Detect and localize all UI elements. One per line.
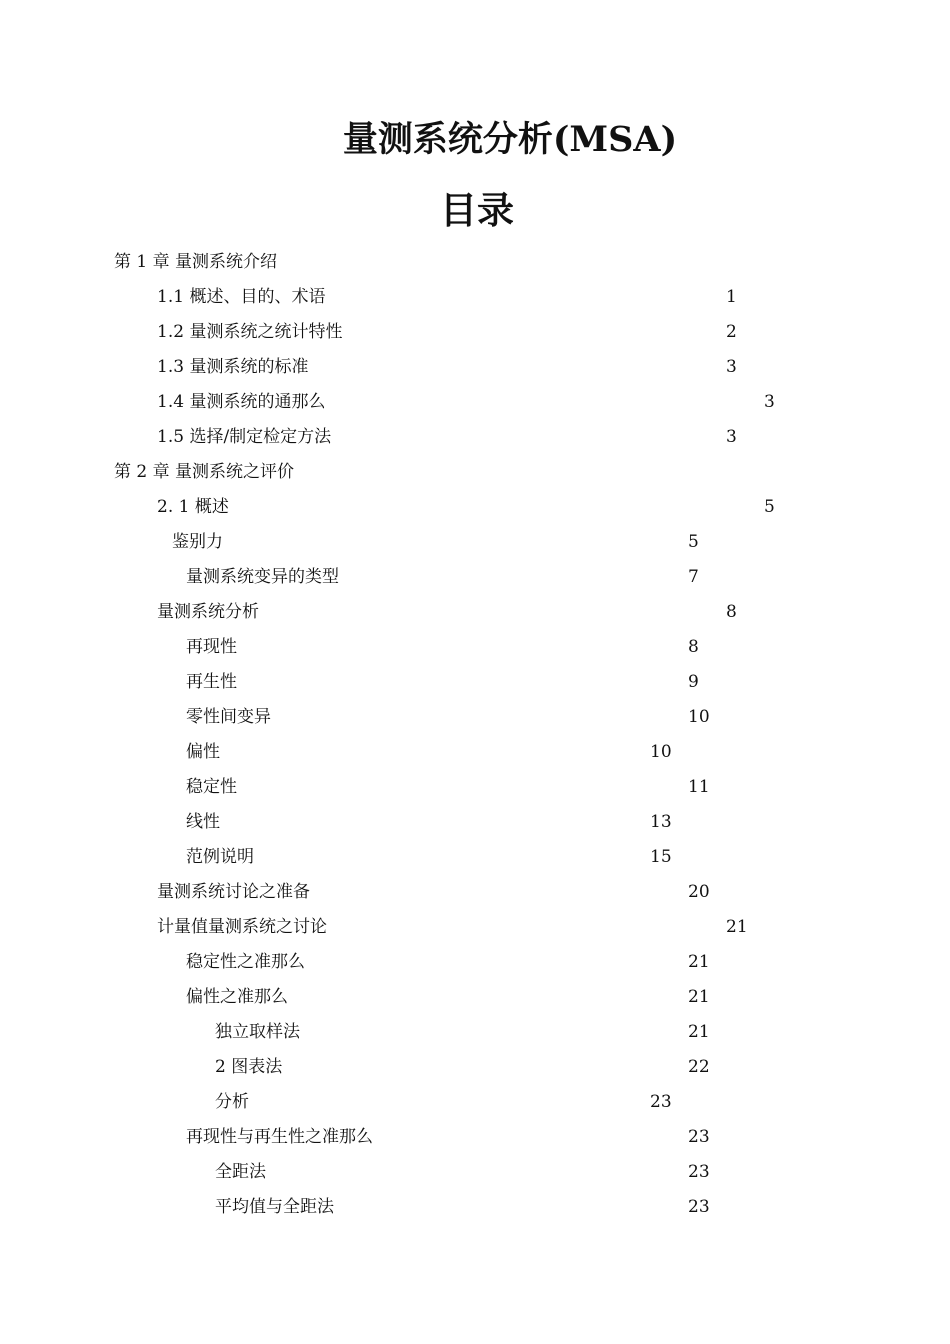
toc-entry-label: 偏性之准那么 bbox=[186, 987, 288, 1007]
toc-entry bbox=[0, 560, 950, 595]
toc-entry-page-number: 15 bbox=[650, 847, 672, 867]
toc-entry-label: 线性 bbox=[186, 812, 220, 832]
toc-entry-label: 2 图表法 bbox=[215, 1057, 283, 1077]
toc-entry bbox=[0, 1015, 950, 1050]
toc-entry-page-number: 21 bbox=[688, 987, 710, 1007]
toc-entry-label: 1.3 量测系统的标准 bbox=[157, 357, 309, 377]
toc-entry-label: 零性间变异 bbox=[186, 707, 271, 727]
toc-entry bbox=[0, 630, 950, 665]
toc-entry-page-number: 13 bbox=[650, 812, 672, 832]
toc-entry-page-number: 7 bbox=[688, 567, 699, 587]
toc-entry bbox=[0, 455, 950, 490]
toc-entry-page-number: 21 bbox=[688, 952, 710, 972]
toc-entry bbox=[0, 420, 950, 455]
toc-entry-label: 分析 bbox=[215, 1092, 249, 1112]
toc-entry bbox=[0, 350, 950, 385]
toc-entry-label: 再现性与再生性之准那么 bbox=[186, 1127, 373, 1147]
toc-entry bbox=[0, 490, 950, 525]
toc-entry bbox=[0, 945, 950, 980]
toc-entry-label: 稳定性 bbox=[186, 777, 237, 797]
toc-entry-label: 1.1 概述、目的、术语 bbox=[157, 287, 326, 307]
toc-entry-label: 量测系统讨论之准备 bbox=[157, 882, 310, 902]
toc-entry-label: 鉴别力 bbox=[172, 532, 223, 552]
toc-entry-label: 平均值与全距法 bbox=[215, 1197, 334, 1217]
toc-entry-label: 全距法 bbox=[215, 1162, 266, 1182]
toc-entry bbox=[0, 1085, 950, 1120]
toc-entry-label: 1.4 量测系统的通那么 bbox=[157, 392, 326, 412]
toc-entry-label: 再生性 bbox=[186, 672, 237, 692]
toc-entry-page-number: 8 bbox=[688, 637, 699, 657]
toc-entry-label: 1.2 量测系统之统计特性 bbox=[157, 322, 343, 342]
toc-entry-label: 2. 1 概述 bbox=[157, 497, 229, 517]
toc-entry bbox=[0, 700, 950, 735]
toc-entry bbox=[0, 315, 950, 350]
toc-entry bbox=[0, 735, 950, 770]
toc-entry-page-number: 23 bbox=[688, 1162, 710, 1182]
toc-entry bbox=[0, 1120, 950, 1155]
toc-entry-page-number: 11 bbox=[688, 777, 710, 797]
toc-entry bbox=[0, 245, 950, 280]
toc-entry bbox=[0, 595, 950, 630]
toc-entry bbox=[0, 385, 950, 420]
toc-entry-label: 偏性 bbox=[186, 742, 220, 762]
toc-entry bbox=[0, 1155, 950, 1190]
toc-entry bbox=[0, 525, 950, 560]
toc-entry-label: 计量值量测系统之讨论 bbox=[157, 917, 327, 937]
toc-entry-page-number: 5 bbox=[688, 532, 699, 552]
toc-entry bbox=[0, 280, 950, 315]
toc-entry-page-number: 2 bbox=[726, 322, 737, 342]
toc-entry-page-number: 3 bbox=[726, 427, 737, 447]
toc-entry bbox=[0, 840, 950, 875]
toc-entry-page-number: 5 bbox=[764, 497, 775, 517]
toc-entry-label: 再现性 bbox=[186, 637, 237, 657]
toc-entry bbox=[0, 980, 950, 1015]
toc-entry-page-number: 23 bbox=[650, 1092, 672, 1112]
toc-entry-page-number: 9 bbox=[688, 672, 699, 692]
toc-entry-page-number: 8 bbox=[726, 602, 737, 622]
toc-entry-page-number: 1 bbox=[726, 287, 737, 307]
toc-entry-page-number: 20 bbox=[688, 882, 710, 902]
toc-entry-page-number: 23 bbox=[688, 1197, 710, 1217]
toc-entry-page-number: 23 bbox=[688, 1127, 710, 1147]
toc-heading: 目录 bbox=[440, 188, 514, 232]
toc-entry-label: 范例说明 bbox=[186, 847, 254, 867]
toc-entry-page-number: 22 bbox=[688, 1057, 710, 1077]
toc-entry bbox=[0, 770, 950, 805]
document-title: 量测系统分析(MSA) bbox=[342, 119, 678, 160]
toc-entry bbox=[0, 910, 950, 945]
toc-entry bbox=[0, 665, 950, 700]
toc-entry bbox=[0, 875, 950, 910]
toc-entry-page-number: 10 bbox=[688, 707, 710, 727]
toc-entry bbox=[0, 805, 950, 840]
toc-entry-label: 独立取样法 bbox=[215, 1022, 300, 1042]
toc-entry-label: 量测系统分析 bbox=[157, 602, 259, 622]
toc-entry-page-number: 3 bbox=[764, 392, 775, 412]
toc-entry-page-number: 21 bbox=[688, 1022, 710, 1042]
toc-entry-page-number: 10 bbox=[650, 742, 672, 762]
toc-entry-label: 稳定性之准那么 bbox=[186, 952, 305, 972]
toc-entry-page-number: 21 bbox=[726, 917, 748, 937]
toc-entry-label: 1.5 选择/制定检定方法 bbox=[157, 427, 332, 447]
toc-entry-label: 第 2 章 量测系统之评价 bbox=[114, 462, 295, 482]
toc-entry-label: 第 1 章 量测系统介绍 bbox=[114, 252, 278, 272]
toc-entry bbox=[0, 1050, 950, 1085]
toc-entry-label: 量测系统变异的类型 bbox=[186, 567, 339, 587]
toc-entry bbox=[0, 1190, 950, 1225]
toc-entry-page-number: 3 bbox=[726, 357, 737, 377]
